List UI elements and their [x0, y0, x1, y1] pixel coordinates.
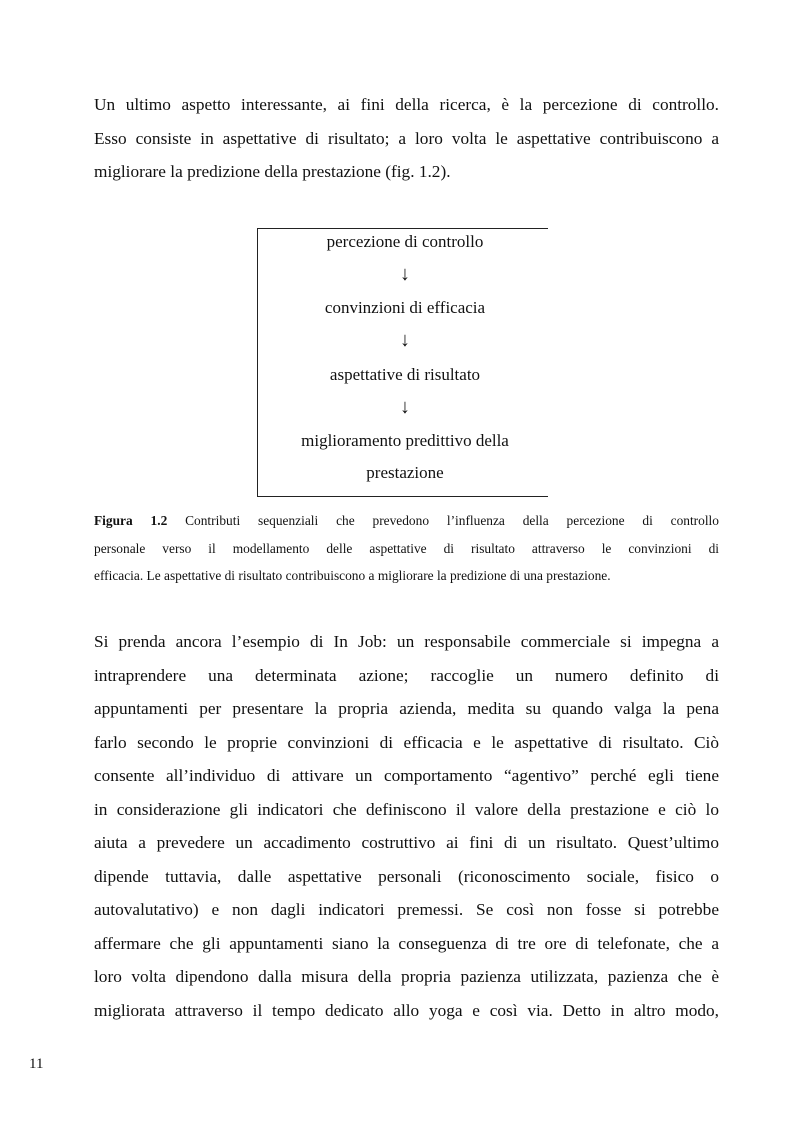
paragraph-line: Si prenda ancora l’esempio di In Job: un responsabile commerciale si impegna a: [94, 632, 719, 651]
diagram-node-efficacy-beliefs: convinzioni di efficacia: [324, 298, 486, 317]
caption-label: Figura 1.2: [94, 513, 168, 528]
down-arrow-icon: ↓: [400, 396, 410, 418]
down-arrow-icon: ↓: [400, 263, 410, 285]
paragraph-line: farlo secondo le proprie convinzioni di efficacia e le aspettative di risultato. Ciò: [94, 732, 719, 752]
paragraph-line: migliorata attraverso il tempo dedicato allo yoga e così via. Detto in altro modo,: [94, 1000, 719, 1020]
diagram-node-predictive-improvement: miglioramento predittivo della: [301, 431, 509, 450]
diagram-node-outcome-expectations: aspettative di risultato: [329, 365, 481, 384]
paragraph-line: dipende tuttavia, dalle aspettative personali (riconoscimento sociale, fisico o: [94, 866, 719, 886]
paragraph-line: aiuta a prevedere un accadimento costruttivo ai fini di un risultato. Quest’ultimo: [94, 833, 719, 852]
caption-line: personale verso il modellamento delle aspettative di risultato attraverso le convinzioni di: [94, 540, 719, 556]
caption-line: efficacia. Le aspettative di risultato contribuiscono a migliorare la predizione di una prestazione.: [94, 568, 611, 583]
paragraph-line: appuntamenti per presentare la propria azienda, medita su quando valga la pena: [94, 699, 719, 718]
caption-line: [94, 507, 719, 535]
paragraph-line: loro volta dipendono dalla misura della propria pazienza utilizzata, pazienza che è: [94, 967, 719, 986]
example-paragraph: [94, 625, 719, 1027]
figure-1-2-diagram: [257, 228, 548, 497]
figure-caption: [94, 507, 719, 590]
paragraph-line: consente all’individuo di attivare un comportamento “agentivo” perché egli tiene: [94, 766, 719, 785]
paragraph-line: affermare che gli appuntamenti siano la conseguenza di tre ore di telefonate, che a: [94, 933, 719, 953]
page-number: 11: [29, 1056, 44, 1072]
paragraph-line: Esso consiste in aspettative di risultato; a loro volta le aspettative contribuiscono a: [94, 128, 719, 148]
paragraph-line: intraprendere una determinata azione; raccoglie un numero definito di: [94, 665, 719, 685]
paragraph-line: autovalutativo) e non dagli indicatori premessi. Se così non fosse si potrebbe: [94, 900, 719, 919]
caption-text: Contributi sequenziali che prevedono l’influenza della percezione di controllo: [185, 513, 719, 528]
intro-paragraph: [94, 88, 719, 189]
down-arrow-icon: ↓: [400, 329, 410, 351]
paragraph-line: in considerazione gli indicatori che definiscono il valore della prestazione e ciò lo: [94, 799, 719, 819]
paragraph-line: Un ultimo aspetto interessante, ai fini della ricerca, è la percezione di controllo.: [94, 95, 719, 114]
diagram-node-perceived-control: percezione di controllo: [326, 232, 484, 251]
diagram-node-performance: prestazione: [366, 463, 444, 482]
paragraph-line: migliorare la predizione della prestazione (fig. 1.2).: [94, 162, 451, 181]
